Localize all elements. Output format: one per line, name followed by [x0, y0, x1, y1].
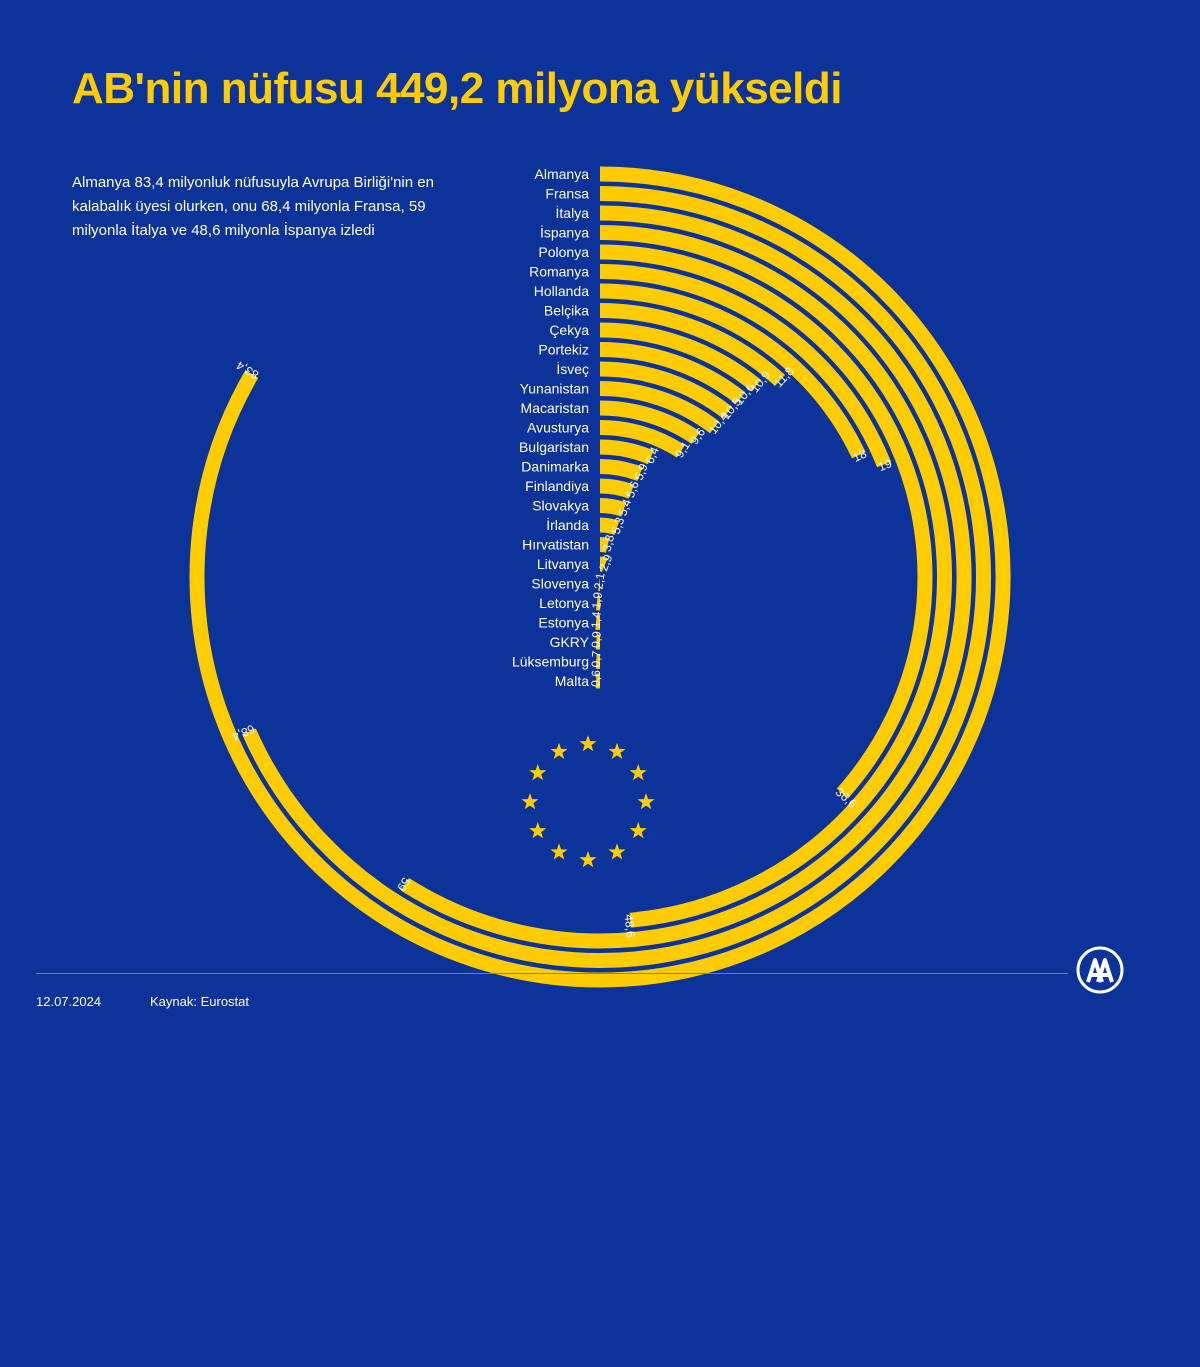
value-label: 68,4	[229, 721, 257, 744]
value-label: 48,6	[621, 913, 638, 939]
value-label: 5,4	[615, 497, 635, 518]
value-label: 59	[394, 874, 414, 894]
category-label: Letonya	[539, 595, 589, 611]
category-label: Fransa	[545, 185, 589, 202]
value-label: 83,4	[233, 358, 262, 383]
value-label: 10,5	[718, 395, 745, 423]
category-label: Romanya	[529, 263, 589, 280]
value-label: 1,4	[588, 611, 604, 629]
category-label: Hırvatistan	[522, 536, 589, 553]
star-icon	[637, 793, 654, 809]
category-label: Danimarka	[521, 458, 589, 475]
star-icon	[521, 793, 538, 809]
category-label: Avusturya	[527, 419, 589, 436]
category-label: Polonya	[538, 244, 589, 260]
value-label: 10,9	[747, 368, 774, 396]
star-icon	[529, 822, 546, 838]
star-icon	[630, 764, 647, 780]
value-label: 0,7	[588, 650, 604, 668]
subtitle: Almanya 83,4 milyonluk nüfusuyla Avrupa Birliği'nin en kalabalık üyesi olurken, onu 68,4 milyonla Fransa, 59 milyonla İtalya ve 48,6 milyonla İspanya izledi	[72, 174, 434, 239]
category-label: Lüksemburg	[511, 653, 589, 670]
value-label: 36,6	[832, 784, 860, 811]
category-label: GKRY	[549, 634, 589, 650]
star-icon	[550, 843, 567, 859]
category-label: Belçika	[543, 302, 589, 319]
category-label: Almanya	[534, 166, 589, 182]
value-label: 2,9	[596, 552, 616, 574]
category-label: İspanya	[539, 224, 589, 241]
value-label: 18	[850, 446, 869, 465]
value-label: 2,1	[591, 571, 608, 591]
category-label: Slovakya	[532, 497, 589, 514]
footer-source: Kaynak: Eurostat	[150, 994, 249, 1009]
star-icon	[579, 735, 596, 751]
value-label: 0,6	[588, 669, 604, 688]
category-label: İsveç	[556, 361, 589, 377]
bar-14	[600, 447, 651, 457]
value-label: 5,3	[608, 515, 628, 536]
value-label: 5,9	[631, 461, 651, 483]
eu-stars-icon	[521, 735, 654, 867]
value-label: 9,6	[687, 425, 709, 448]
star-icon	[529, 764, 546, 780]
star-icon	[579, 851, 596, 867]
star-icon	[608, 843, 625, 859]
category-label: Estonya	[538, 614, 589, 631]
category-label: Bulgaristan	[518, 439, 589, 455]
star-icon	[608, 743, 625, 759]
category-label: Malta	[554, 673, 589, 689]
category-label: Litvanya	[536, 556, 589, 572]
category-label: İtalya	[555, 205, 589, 221]
star-icon	[550, 743, 567, 759]
value-label: 9,1	[672, 438, 693, 461]
value-label: 3,8	[599, 533, 618, 553]
footer-divider	[36, 973, 1068, 974]
value-label: 1,9	[589, 591, 606, 610]
footer-date: 12.07.2024	[36, 994, 102, 1009]
value-label: 6,4	[642, 444, 662, 466]
value-label: 11,8	[771, 364, 797, 391]
category-label: Çekya	[549, 322, 589, 338]
value-label: 19	[876, 456, 894, 475]
category-label: Portekiz	[538, 341, 589, 358]
value-label: 10,4	[705, 409, 732, 437]
category-label: Yunanistan	[519, 380, 589, 397]
category-label-group	[512, 166, 590, 689]
category-label: İrlanda	[546, 517, 589, 533]
category-label: Hollanda	[533, 283, 589, 299]
value-label: 10,6	[731, 380, 758, 408]
value-label: 5,6	[622, 479, 642, 500]
page-title: AB'nin nüfusu 449,2 milyona yükseldi	[72, 64, 842, 113]
star-icon	[630, 822, 647, 838]
value-label: 0,9	[588, 630, 604, 649]
category-label: Macaristan	[520, 400, 589, 416]
category-label: Finlandiya	[525, 478, 589, 494]
category-label: Slovenya	[531, 575, 589, 592]
aa-logo-icon	[1076, 946, 1124, 994]
